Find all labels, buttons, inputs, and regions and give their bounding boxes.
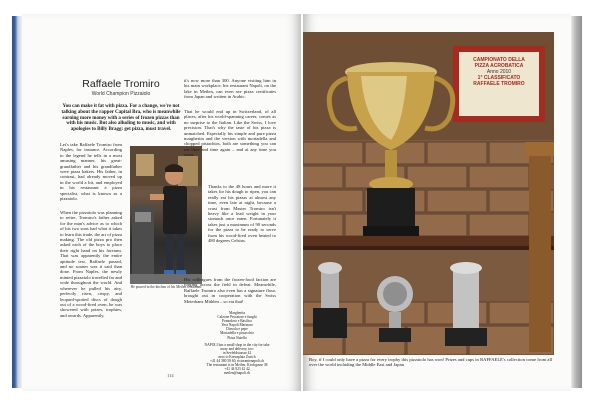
trophy-photo-caption: Boy, if I could only have a pizza for every trophy this pizzaiolo has won! Prizes and cups in RAFFAELE's collection come from all over the world including the Middle East and Japan	[309, 357, 552, 368]
plaque-line: RAFFAELE TROMIRO	[473, 81, 525, 87]
menu-line: Mortadella e pistacchio	[220, 331, 254, 336]
chef-photo	[130, 146, 202, 284]
page-number: 114	[167, 373, 174, 378]
left-book-edge	[12, 16, 22, 388]
menu-line: Margherita	[229, 311, 245, 315]
address-line: The restaurant is in Meilen, Kirchgasse 38	[206, 363, 268, 368]
left-page	[22, 14, 301, 391]
column-1-paragraph-2: When the pizzaiolo was planning to retire, Tromiro's father asked for the man's advice as to which of his two sons had what it takes to learn this trade, the art of pizza making. The old pizza pro then asked each of the boys to place their right hand on his forearm. That was apparently the entire aptitude test. Raffaele passed, and no sooner was it said than done. From Naples, the newly minted pizzaiolo travelled far and wide throughout the world. And wherever he pulled his airy, perfectly risen, crispy, and leopard-spotted discs of dough out of a wood-fired oven, he was showered with prizes, trophies, and awards. Apparently,	[60, 210, 122, 318]
right-page	[303, 14, 571, 391]
right-book-edge	[571, 16, 582, 388]
article-title: Raffaele Tromiro	[82, 78, 160, 90]
chef-photo-caption: He poured in the kitchen of his Meilen restaurant	[130, 285, 202, 289]
menu-line: Calzone Pescatore e funghi	[217, 315, 257, 320]
column-2-paragraph-3: Thanks to the 48 hours and more it takes for his dough to ripen, you can really eat his pizzas at almost any time, even late at night, because a crust from Master Tromiro isn't heavy like a lead weight in your stomach once eaten. Fortunately it takes just a maximum of 90 seconds for the pizza to be ready to serve from his wood-fired oven heated to 480 degrees Celsius.	[208, 184, 276, 244]
address-line: +41 44 923 42 42	[224, 367, 250, 372]
menu-line: Vera Napoli Marinara	[221, 323, 253, 328]
book-spread	[12, 6, 582, 398]
column-2-paragraph-2: That he would end up in Switzerland, of all places, after his world-spanning career, comes as no surprise to the Italian. Like the Swiss, I love precision. That's why the taste of his pizza is unmatched. Especially his simple and pure pizza margherita and the version with mortadella and chopped pistachios, both are something you can eat time and time again – and at any time you want.	[184, 109, 276, 158]
column-2-paragraph-4: His colleagues from the frozen-food faction are forging across the field in defeat. Meanwhile, Raffaele Tromiro also even has a signature flour, brought out in cooperation with the Swiss Meierhans Mühlen – so eat that!	[184, 277, 276, 304]
plaque-line: Anno 2010	[486, 69, 512, 75]
plaque-line: CAMPIONATO DELLA	[473, 57, 525, 63]
plaque-line: 1° CLASSIFICATO	[477, 75, 521, 81]
menu-line: Pizza Nutella	[227, 335, 247, 340]
address-line: next to Kreuzplatz Zurich	[218, 354, 256, 359]
menu-line: Pomodoro e Basilico	[221, 319, 253, 324]
address-line: meilen@napoli.ch	[223, 371, 251, 376]
article-subtitle: World Champion Pizzaiolo	[91, 91, 151, 97]
pizza-menu-list	[204, 311, 270, 375]
menu-line: Diavola e pepe	[226, 327, 248, 332]
trophy-photo	[303, 32, 554, 355]
address-line: in Seefeldstrasse 42	[222, 350, 252, 355]
address-line: +41 44 380 58 60, ristorantenapoli.ch	[209, 359, 265, 364]
column-2-paragraph-1: it's now more than 300. Anyone visiting him in his main workplace, his restaurant Napoli, on the lake in Meilen, can even see pizza certificates from Japan and written in Arabic.	[184, 78, 276, 100]
address-line: NAPOLI has a small shop in the city for take away and delivery, too:	[204, 342, 270, 351]
column-1-paragraph-1: Let's take Raffaele Tromiro from Naples, for instance. According to the legend he tells in a most amusing manner, his great-grandfather and his grandfather were pizza bakers. His father, in contrast, had already moved up in the world a bit, and employed in his restaurant a pizza specialist, what is known as a pizzaiolo.	[60, 142, 122, 202]
article-intro: You can make it fat with pizza. For a change, we're not talking about the rapper Capital Bra, who is meanwhile earning more money with a series of frozen pizzas than with his music. But also alluding to music, and with apologies to Billy Bragg: get pizza, must travel.	[61, 104, 181, 133]
trophy-plaque	[459, 57, 539, 87]
plaque-line: PIZZA ACROBATICA	[474, 63, 524, 69]
